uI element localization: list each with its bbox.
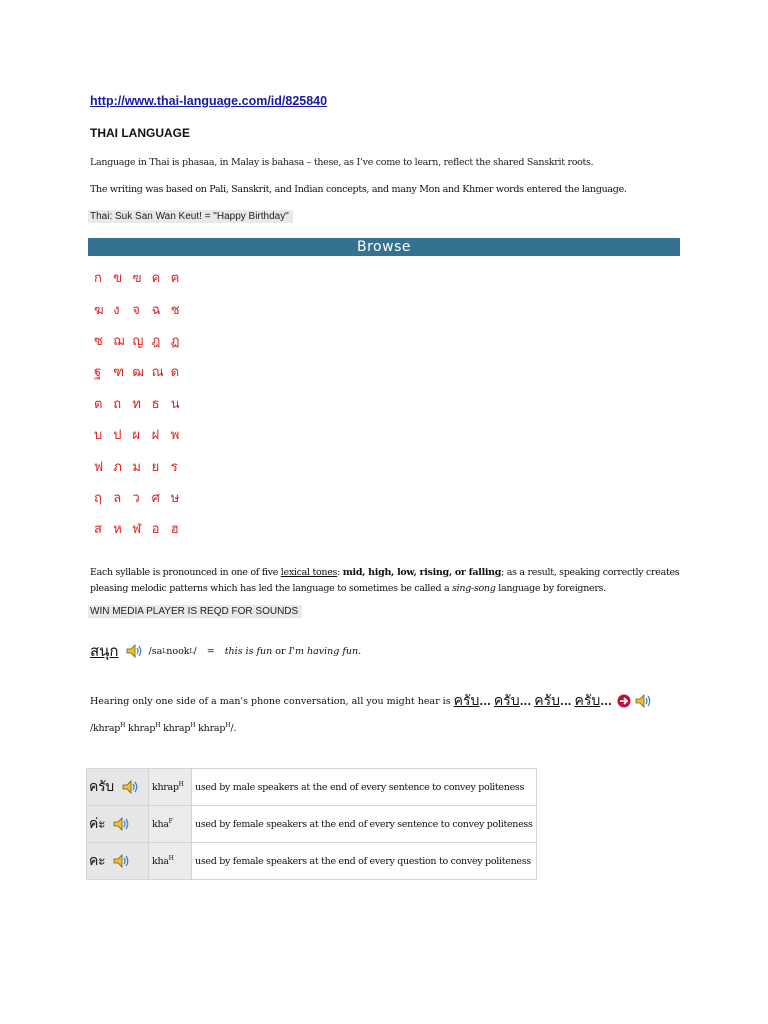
sanuk-translit-a: /sa xyxy=(148,645,163,657)
romanization: khrap xyxy=(152,782,179,794)
thai-letter[interactable]: ช xyxy=(170,302,180,318)
thai-particle[interactable]: คะ xyxy=(89,853,106,869)
thai-particle-cell xyxy=(87,843,149,880)
lexical-tones-link[interactable]: lexical tones xyxy=(280,567,338,578)
writing-paragraph: The writing was based on Pali, Sanskrit, and Indian concepts, and many Mon and Khmer words entered the language. xyxy=(90,184,627,195)
ellipsis: ... xyxy=(519,694,532,708)
thai-letter[interactable]: ฎ xyxy=(151,333,161,349)
tone-mark: H xyxy=(168,854,174,862)
tone-mark: L xyxy=(189,647,194,655)
intro-paragraph: Language in Thai is phasaa, in Malay is bahasa – these, as I’ve come to learn, reflect the shared Sanskrit roots. xyxy=(90,157,594,168)
speaker-icon[interactable] xyxy=(112,816,130,832)
table-row xyxy=(87,806,537,843)
description-cell: used by female speakers at the end of every sentence to convey politeness xyxy=(192,806,537,843)
tones-colon: : xyxy=(337,567,343,578)
sanuk-translit-c: / xyxy=(193,645,197,657)
tones-paragraph xyxy=(90,565,680,596)
sing-song-term: sing-song xyxy=(452,582,496,594)
thai-letter[interactable]: ว xyxy=(132,490,140,506)
sanuk-example xyxy=(90,638,361,664)
thai-letter[interactable]: ฬ xyxy=(132,522,142,538)
translit-syllable: khrap xyxy=(125,723,156,735)
or-text: or xyxy=(272,645,289,657)
play-arrow-icon[interactable] xyxy=(616,693,632,709)
thai-letter[interactable]: ซ xyxy=(94,333,103,349)
thai-letter[interactable]: ส xyxy=(94,522,102,538)
tones-list: mid, high, low, rising, or falling xyxy=(342,567,502,578)
thai-letter-row xyxy=(94,419,214,450)
khrap-word[interactable]: ครับ xyxy=(574,693,601,709)
tones-text-mid: ; as a result, speaking correctly creates pleasing melodic patterns which has led the language to sometimes be called a xyxy=(90,567,680,594)
thai-letter[interactable]: ถ xyxy=(113,396,122,412)
thai-particle[interactable]: ครับ xyxy=(89,779,114,795)
source-link[interactable]: http://www.thai-language.com/id/825840 xyxy=(90,94,328,108)
sanuk-word[interactable]: สนุก xyxy=(90,642,119,660)
ellipsis: ... xyxy=(600,694,612,708)
thai-letter[interactable]: บ xyxy=(94,428,103,444)
thai-letter[interactable]: ฌ xyxy=(113,333,125,349)
translit-syllable: khrap xyxy=(160,723,191,735)
thai-letter[interactable]: ฮ xyxy=(170,522,179,538)
ellipsis: ... xyxy=(560,694,572,708)
thai-letter-row xyxy=(94,482,214,513)
page-title: THAI LANGUAGE xyxy=(90,126,190,140)
speaker-icon[interactable] xyxy=(112,853,130,869)
speaker-icon[interactable] xyxy=(634,693,652,709)
thai-particle[interactable]: ค่ะ xyxy=(89,816,106,832)
tones-text-post: language by foreigners. xyxy=(495,582,606,594)
thai-letter-row xyxy=(94,325,214,356)
tones-text-pre: Each syllable is pronounced in one of five xyxy=(90,567,281,578)
tone-mark: F xyxy=(168,817,173,825)
thai-letter[interactable]: ฝ xyxy=(151,428,160,444)
browse-header: Browse xyxy=(88,238,680,256)
thai-letter[interactable]: ผ xyxy=(132,428,140,444)
thai-letter[interactable]: ศ xyxy=(151,490,160,506)
sanuk-translit-b: nook xyxy=(166,645,190,657)
thai-letter[interactable]: ก xyxy=(94,271,102,287)
thai-letter[interactable]: ม xyxy=(132,459,141,475)
thai-letter[interactable]: น xyxy=(170,396,180,412)
thai-letter-row xyxy=(94,293,214,324)
ellipsis: ... xyxy=(479,694,491,708)
speaker-icon[interactable] xyxy=(125,643,143,659)
thai-letter[interactable]: ห xyxy=(113,522,122,538)
thai-letter[interactable]: จ xyxy=(132,302,140,318)
translit-syllable: khrap xyxy=(195,723,226,735)
thai-letter[interactable]: ษ xyxy=(170,490,180,506)
thai-letter[interactable]: ด xyxy=(170,365,180,381)
tone-mark: H xyxy=(155,722,161,729)
thai-letter[interactable]: อ xyxy=(151,522,160,538)
table-row xyxy=(87,843,537,880)
thai-letter-row xyxy=(94,356,214,387)
thai-letter-row xyxy=(94,262,214,293)
thai-letter[interactable]: ฅ xyxy=(170,271,180,287)
thai-alphabet-grid xyxy=(94,262,214,545)
thai-letter-row xyxy=(94,513,214,544)
thai-letter[interactable]: ฤ xyxy=(94,490,102,506)
translit-syllable: /khrap xyxy=(90,723,121,735)
period: . xyxy=(358,645,362,657)
thai-letter[interactable]: ฐ xyxy=(94,365,102,381)
thai-letter[interactable]: ญ xyxy=(132,333,144,349)
romanization-cell xyxy=(149,806,192,843)
romanization-cell xyxy=(149,843,192,880)
table-row xyxy=(87,769,537,806)
khrap-word[interactable]: ครับ xyxy=(534,693,560,709)
sanuk-meaning-1: this is fun xyxy=(224,645,273,657)
sanuk-meaning-2: I'm having fun xyxy=(288,645,359,657)
tone-mark: H xyxy=(120,722,126,729)
romanization-cell xyxy=(149,769,192,806)
thai-letter[interactable]: ท xyxy=(132,396,141,412)
description-cell: used by female speakers at the end of every question to convey politeness xyxy=(192,843,537,880)
thai-letter[interactable]: ล xyxy=(113,490,122,506)
description-cell: used by male speakers at the end of every sentence to convey politeness xyxy=(192,769,537,806)
thai-letter[interactable]: ร xyxy=(170,459,178,475)
thai-letter-row xyxy=(94,450,214,481)
politeness-table xyxy=(86,768,537,880)
romanization: kha xyxy=(152,856,169,868)
thai-letter[interactable]: ข xyxy=(113,271,123,287)
khrap-transliteration xyxy=(90,722,236,734)
birthday-note: Thai: Suk San Wan Keut! = "Happy Birthday" xyxy=(88,210,293,223)
thai-letter[interactable]: ณ xyxy=(151,365,164,381)
khrap-word[interactable]: ครับ xyxy=(493,693,520,709)
speaker-icon[interactable] xyxy=(121,779,139,795)
equals-sign: = xyxy=(206,645,215,657)
romanization: kha xyxy=(152,819,169,831)
thai-letter[interactable]: ง xyxy=(113,302,120,318)
translit-end: /. xyxy=(230,723,237,735)
thai-letter[interactable]: ย xyxy=(151,459,160,475)
thai-letter[interactable]: ฟ xyxy=(94,459,104,475)
tone-mark: H xyxy=(225,722,231,729)
khrap-example xyxy=(90,690,652,712)
thai-letter[interactable]: พ xyxy=(170,428,180,444)
tone-mark: H xyxy=(178,780,184,788)
thai-letter[interactable]: ภ xyxy=(113,459,122,475)
thai-particle-cell xyxy=(87,806,149,843)
thai-particle-cell xyxy=(87,769,149,806)
khrap-word[interactable]: ครับ xyxy=(453,693,480,709)
thai-letter[interactable]: ฏ xyxy=(170,333,180,349)
thai-letter[interactable]: ฒ xyxy=(132,365,145,381)
thai-letter[interactable]: ต xyxy=(94,396,103,412)
thai-letter[interactable]: ค xyxy=(151,271,161,287)
thai-letter[interactable]: ฑ xyxy=(113,365,124,381)
thai-letter[interactable]: ป xyxy=(113,428,122,444)
thai-letter[interactable]: ฉ xyxy=(151,302,161,318)
thai-letter[interactable]: ฃ xyxy=(132,271,142,287)
media-player-note: WIN MEDIA PLAYER IS REQD FOR SOUNDS xyxy=(88,605,302,618)
khrap-intro: Hearing only one side of a man's phone conversation, all you might hear is xyxy=(90,695,454,707)
thai-letter[interactable]: ฆ xyxy=(94,302,104,318)
tone-mark: L xyxy=(162,647,167,655)
thai-letter[interactable]: ธ xyxy=(151,396,160,412)
tone-mark: H xyxy=(190,722,196,729)
thai-letter-row xyxy=(94,388,214,419)
